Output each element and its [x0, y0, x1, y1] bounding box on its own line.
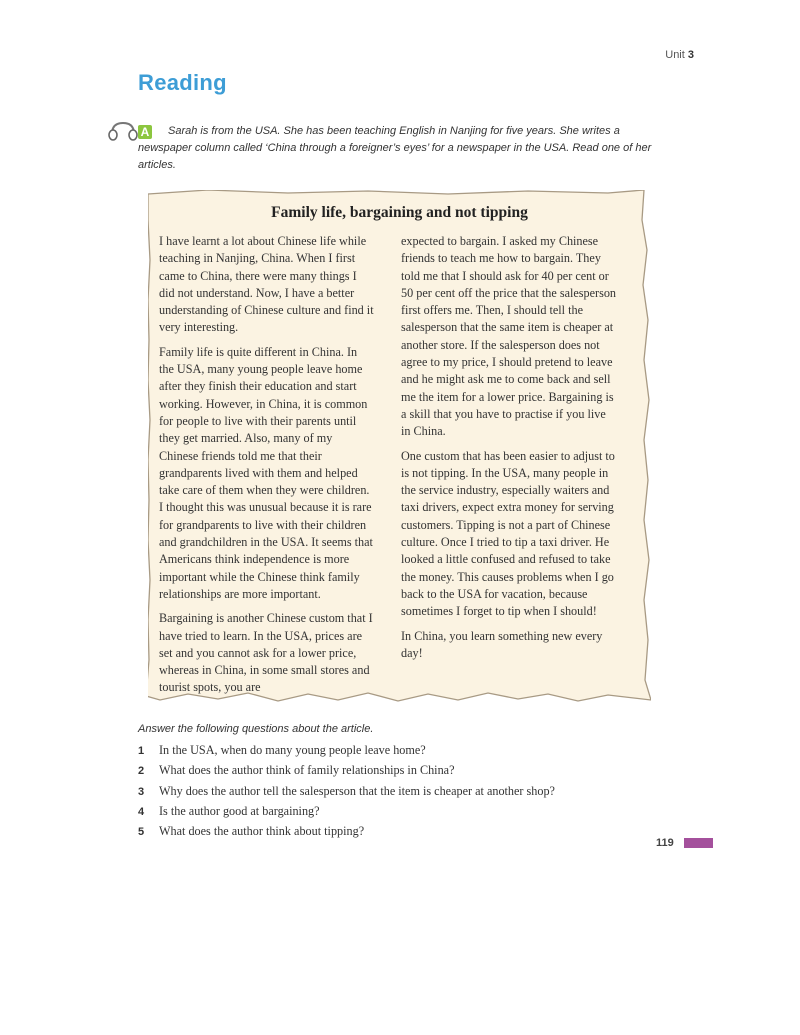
article-paragraph: Bargaining is another Chinese custom that I have tried to learn. In the USA, prices are set and you cannot ask for a lower price, whereas in China, in some small stores and tourist spots, you are [159, 611, 373, 695]
questions-list [138, 741, 658, 842]
article-paragraph: In China, you learn something new every day! [401, 628, 603, 660]
question-number: 1 [138, 745, 145, 757]
question-number: 3 [138, 785, 145, 798]
article-paragraph: One custom that has been easier to adjust to is not tipping. In the USA, many people in the service industry, especially waiters and taxi drivers, expect extra money for serving customers. Tipping is not a part of Chinese culture. Once I tried to tip a taxi driver. He looked a little confused and refused to take the money. This causes problems when I go back to the USA for vacation, because sometimes I forget to tip when I should! [401, 448, 615, 619]
unit-label: Unit 3 [665, 49, 694, 61]
article-column-right [401, 233, 616, 669]
question-number: 2 [138, 765, 145, 778]
question-item [138, 822, 658, 842]
activity-intro-text: Sarah is from the USA. She has been teaching English in Nanjing for five years. She writes a newspaper column called ‘China through a foreigner’s eyes’ for a newspaper in the USA. Read one of her articles. [138, 125, 652, 171]
headphones-icon [108, 120, 138, 142]
question-text: In the USA, when do many young people leave home? [159, 743, 426, 757]
activity-intro [138, 123, 658, 174]
article-paragraph: expected to bargain. I asked my Chinese friends to teach me how to bargain. They told me that I should ask for 40 per cent or 50 per cent off the price that the salesperson first offers me. Then, I should tell the salesperson that the same item is cheaper at another store. If the salesperson does not agree to my price, I should pretend to leave and he might ask me to come back and sell me the item for a lower price. Bargaining is a skill that you have to practise if you live in China. [401, 234, 617, 439]
question-text: Why does the author tell the salesperson that the item is cheaper at another shop? [159, 783, 555, 798]
article-column-left [159, 233, 374, 704]
section-title: Reading [138, 70, 227, 95]
question-item [138, 802, 658, 822]
article-title: Family life, bargaining and not tipping [271, 204, 528, 221]
article-paragraph: Family life is quite different in China. In the USA, many young people leave home after they finish their education and start working. However, in China, it is common for people to live with their parents until they get married. Also, many of my Chinese friends told me that their grandparents lived with them and helped take care of them when they were children. I thought this was unusual because it is rare for grandparents to live with their children and grandchildren in the USA. It seems that Americans think independence is more important while the Chinese think family relationships are more important. [159, 344, 373, 601]
questions-intro: Answer the following questions about the article. [138, 723, 374, 735]
question-item [138, 741, 658, 761]
question-number: 4 [138, 805, 145, 818]
page-number: 119 [656, 837, 674, 849]
question-number: 5 [138, 826, 145, 839]
article-paper [148, 190, 651, 703]
page-number-bar [684, 838, 713, 848]
question-text: What does the author think of family relationships in China? [159, 763, 455, 778]
question-item [138, 782, 658, 802]
article-paragraph: I have learnt a lot about Chinese life while teaching in Nanjing, China. When I first came to China, there were many things I did not understand. Now, I have a better understanding of Chinese culture and find it very interesting. [159, 234, 374, 335]
activity-letter-badge: A [138, 125, 152, 139]
question-text: What does the author think about tipping? [159, 824, 365, 839]
question-item [138, 761, 658, 781]
question-text: Is the author good at bargaining? [159, 803, 320, 818]
